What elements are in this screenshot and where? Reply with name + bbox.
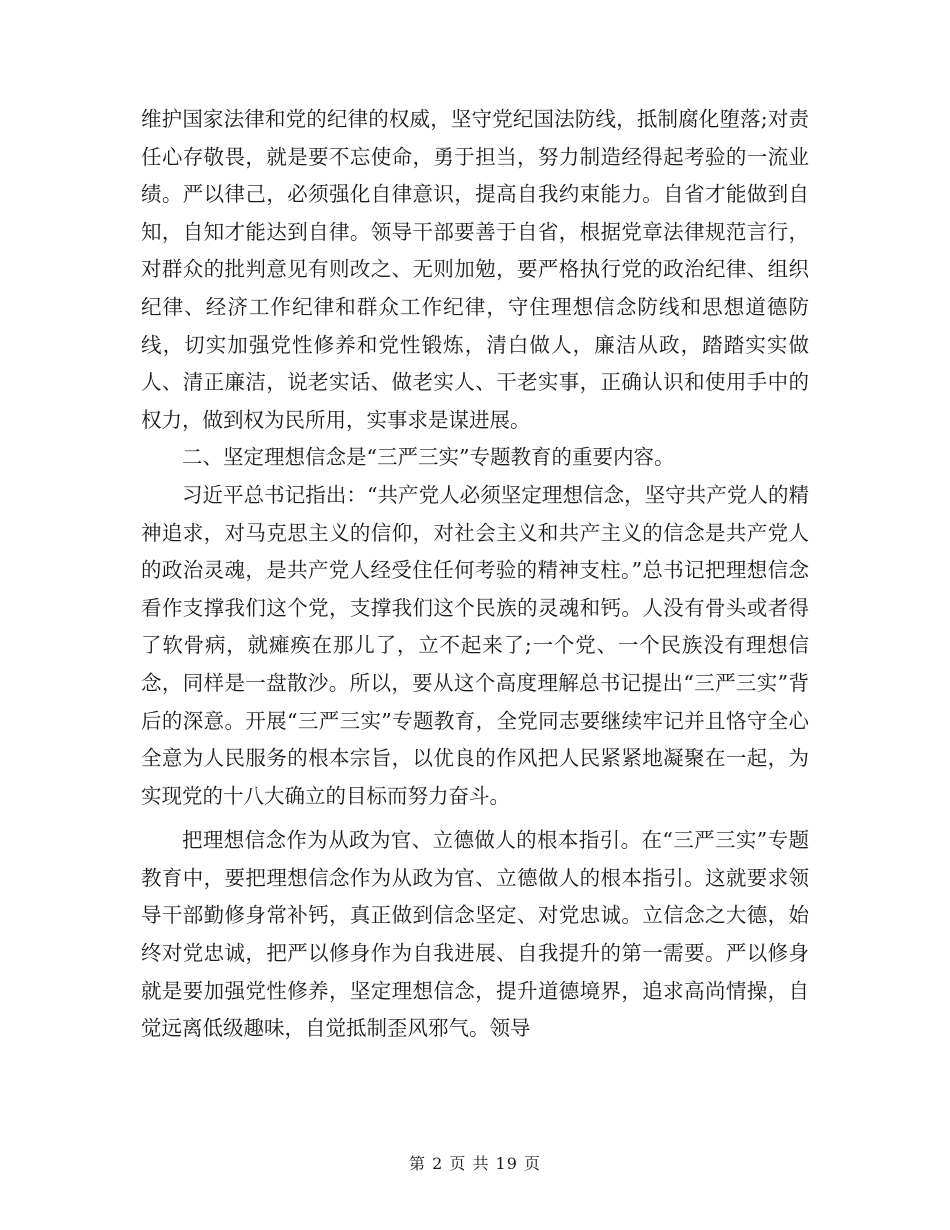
paragraph-quote: 习近平总书记指出：“共产党人必须坚定理想信念，坚守共产党人的精神追求，对马克思主义的信仰，对社会主义和共产主义的信念是共产党人的政治灵魂，是共产党人经受住任何考验的精神支柱。”总书记把理想信念看作支撑我们这个党，支撑我们这个民族的灵魂和钙。人没有骨头或者得了软骨病，就瘫痪在那儿了，立不起来了;一个党、一个民族没有理想信念，同样是一盘散沙。所以，要从这个高度理解总书记提出“三严三实”背后的深意。开展“三严三实”专题教育，全党同志要继续牢记并且恪守全心全意为人民服务的根本宗旨，以优良的作风把人民紧紧地凝聚在一起，为实现党的十八大确立的目标而努力奋斗。 (141, 482, 809, 808)
page-footer: 第 2 页 共 19 页 (409, 1154, 541, 1173)
paragraph-guidance: 把理想信念作为从政为官、立德做人的根本指引。在“三严三实”专题教育中，要把理想信念作为从政为官、立德做人的根本指引。这就要求领导干部勤修身常补钙，真正做到信念坚定、对党忠诚。立信念之大德，始终对党忠诚，把严以修身作为自我进展、自我提升的第一需要。严以修身就是要加强党性修养，坚定理想信念，提升道德境界，追求高尚情操，自觉远离低级趣味，自觉抵制歪风邪气。领导 (141, 828, 809, 1041)
section-heading: 二、坚定理想信念是“三严三实”专题教育的重要内容。 (182, 445, 675, 470)
document-body (141, 101, 809, 1048)
paragraph-continuation: 维护国家法律和党的纪律的权威，坚守党纪国法防线，抵制腐化堕落;对责任心存敬畏，就是要不忘使命，勇于担当，努力制造经得起考验的一流业绩。严以律己，必须强化自律意识，提高自我约束能力。自省才能做到自知，自知才能达到自律。领导干部要善于自省，根据党章法律规范言行，对群众的批判意见有则改之、无则加勉，要严格执行党的政治纪律、组织纪律、经济工作纪律和群众工作纪律，守住理想信念防线和思想道德防线，切实加强党性修养和党性锻炼，清白做人，廉洁从政，踏踏实实做人、清正廉洁，说老实话、做老实人、干老实事，正确认识和使用手中的权力，做到权为民所用，实事求是谋进展。 (141, 107, 809, 432)
